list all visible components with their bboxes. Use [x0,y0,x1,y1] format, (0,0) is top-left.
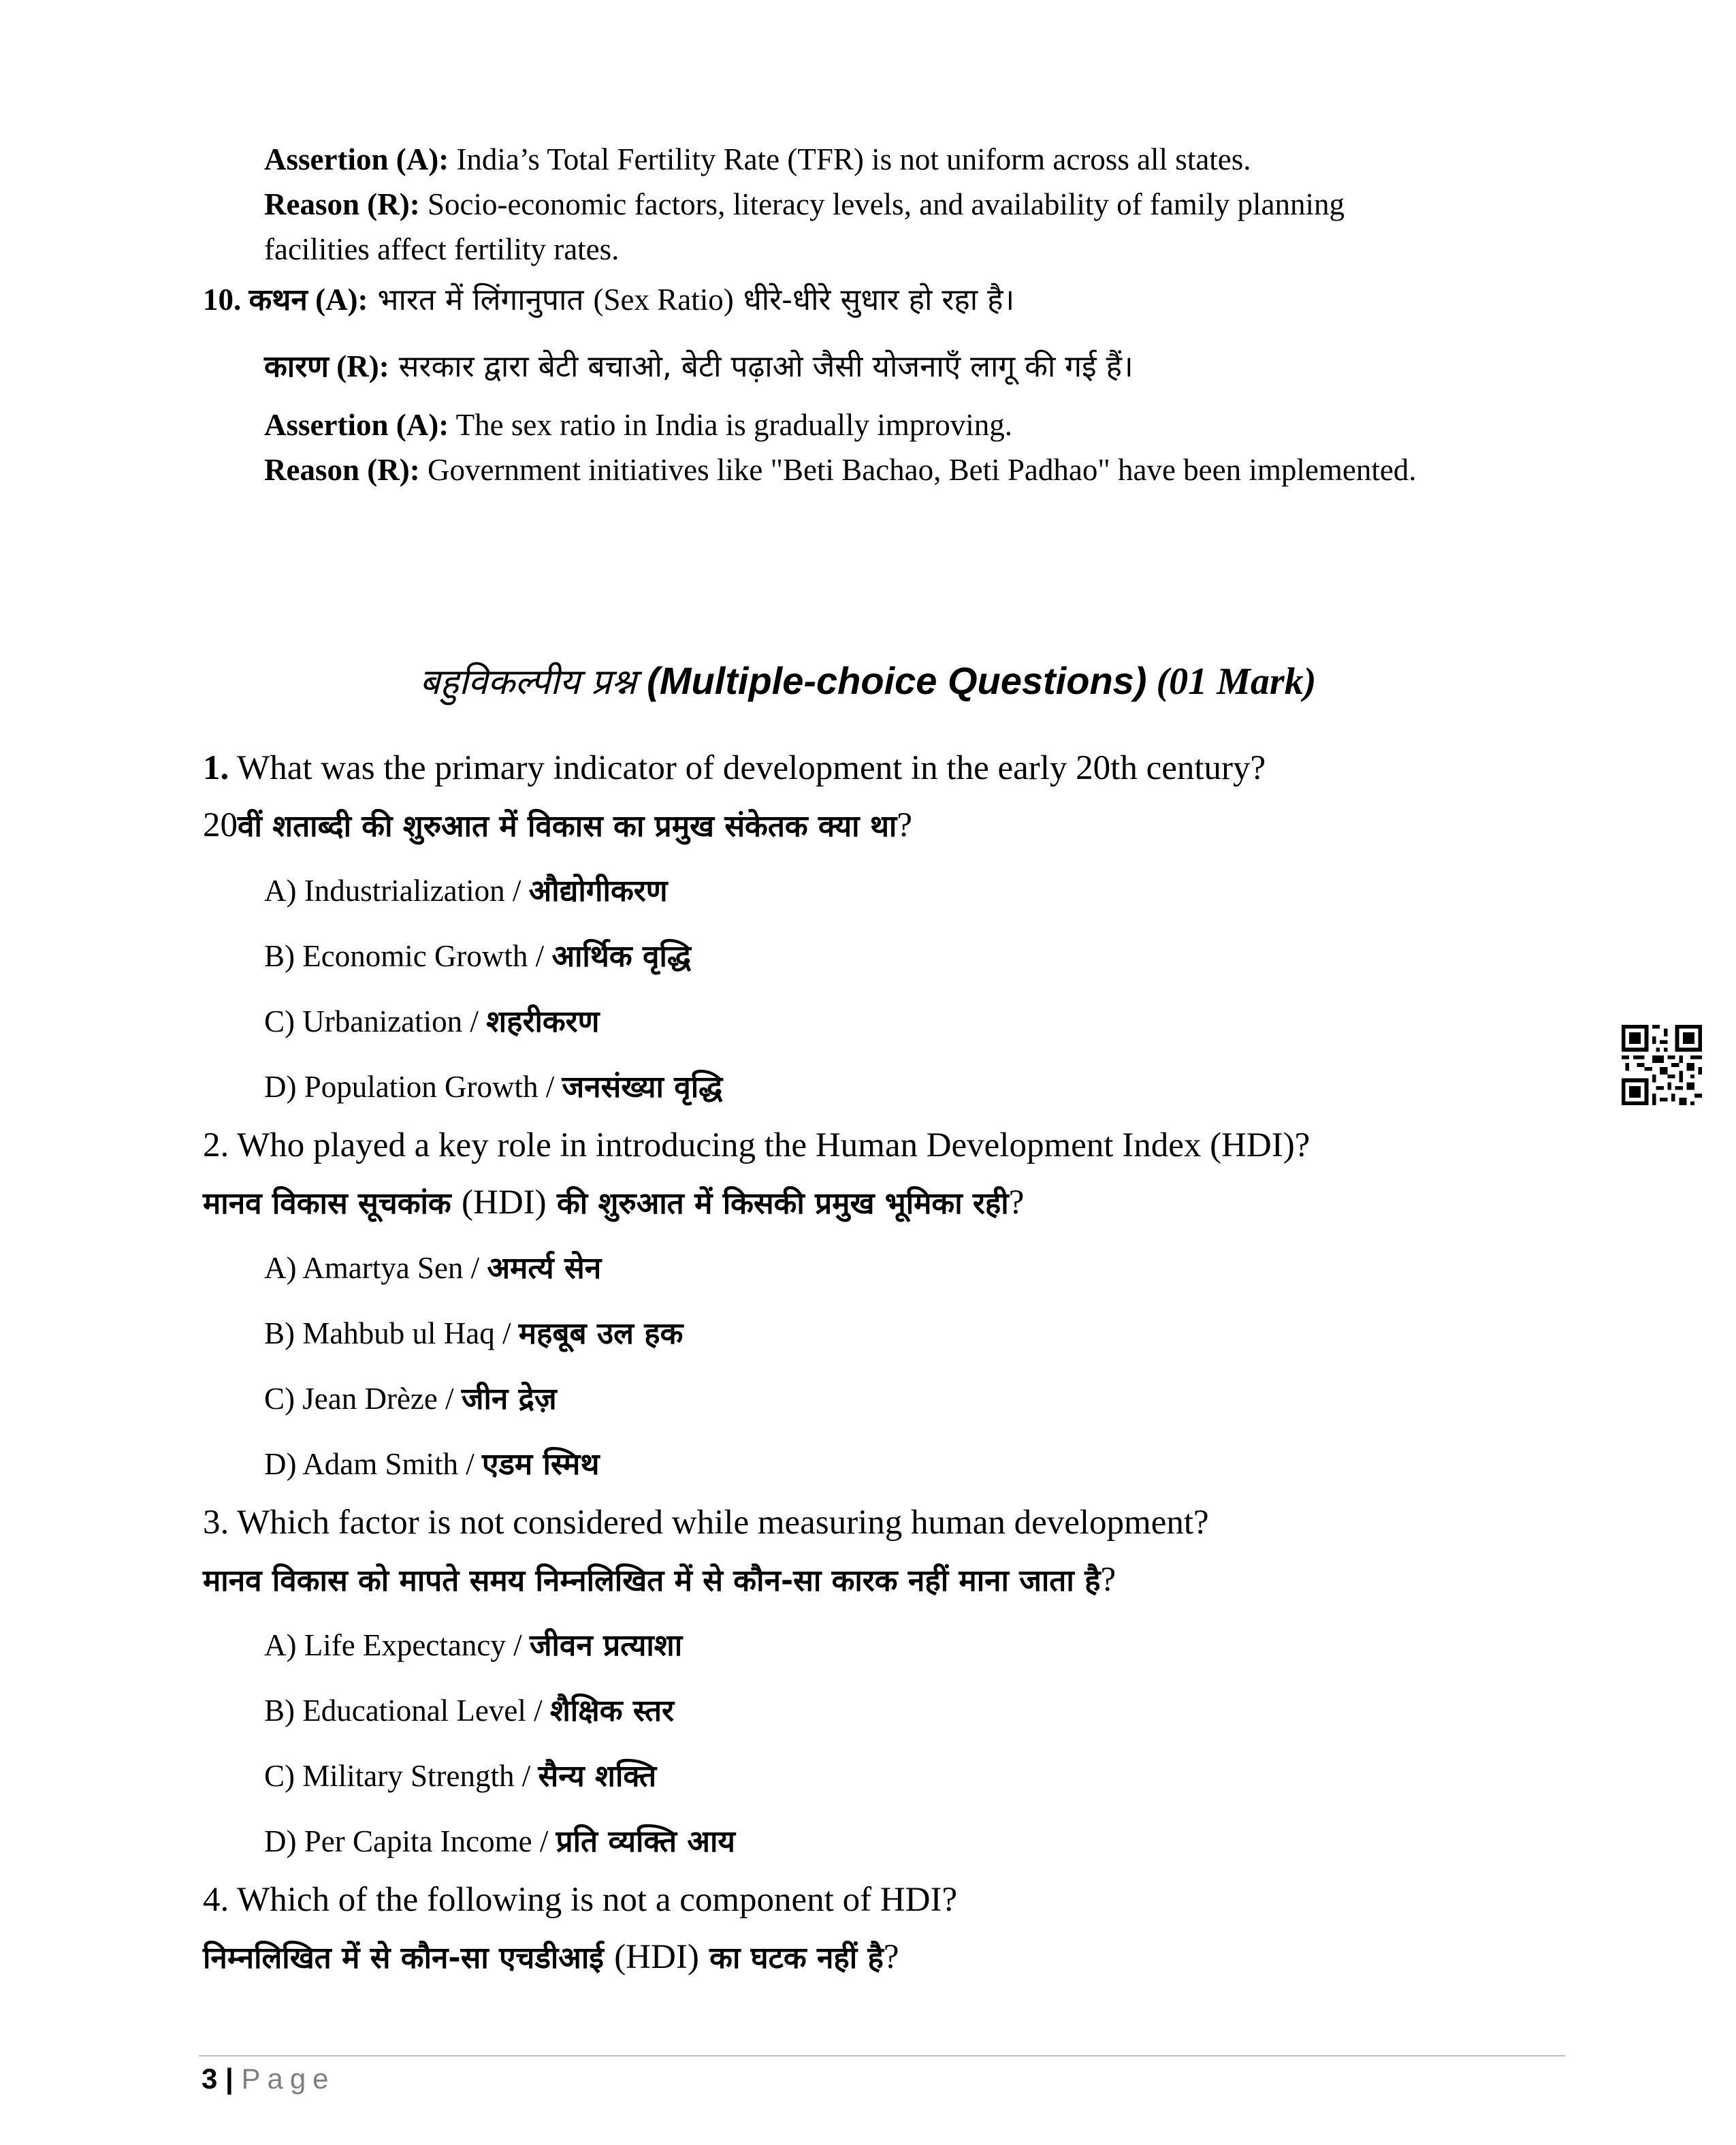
q2-hi-prefix: मानव विकास सूचकांक [203,1186,462,1221]
q1-option-b-hi: आर्थिक वृद्धि [551,939,692,974]
q1-en-line [203,744,1266,792]
q3-option-a-en: A) Life Expectancy / [264,1628,530,1662]
q2-option-a [264,1248,601,1289]
page-label: Page [241,2063,336,2095]
q1-option-b-en: B) Economic Growth / [264,939,552,973]
q3-option-b [264,1690,674,1732]
q2-option-b [264,1313,683,1354]
q10-hi-assertion-en: (Sex Ratio) [593,283,734,317]
q2-option-a-en: A) Amartya Sen / [264,1251,487,1285]
q10-assertion-text: The sex ratio in India is gradually improving. [449,408,1012,442]
q1-option-d-en: D) Population Growth / [264,1070,562,1104]
section-heading [0,654,1736,710]
q9-reason-line [264,184,1345,225]
q3-option-d-en: D) Per Capita Income / [264,1824,556,1858]
q2-hi-mid-en: (HDI) [462,1183,547,1222]
q2-option-c-hi: जीन द्रेज़ [461,1382,557,1416]
q2-option-a-hi: अमर्त्य सेन [487,1251,602,1286]
q3-hi-text: मानव विकास को मापते समय निम्नलिखित में से कौन-सा कारक नहीं माना जाता है [203,1563,1101,1598]
q1-option-c [264,1001,599,1043]
q10-assertion-label: Assertion (A): [264,408,449,442]
q4-hi-suffix: ? [883,1938,899,1976]
q3-option-a-hi: जीवन प्रत्याशा [529,1628,683,1663]
q2-en-text: Who played a key role in introducing the Human Development Index (HDI)? [229,1126,1311,1164]
q3-option-b-hi: शैक्षिक स्तर [549,1694,675,1728]
q3-option-c-en: C) Military Strength / [264,1759,539,1793]
q10-hi-assertion-label: कथन [248,283,308,317]
page-footer [202,2060,336,2098]
q4-hi-mid-en: (HDI) [614,1938,699,1976]
q1-option-a-en: A) Industrialization / [264,874,529,908]
q2-hi-line [203,1179,1024,1228]
q3-hi-suffix: ? [1100,1561,1116,1599]
q1-number: 1. [203,749,229,787]
q4-hi-text: का घटक नहीं है [698,1941,884,1975]
q2-hi-text: की शुरुआत में किसकी प्रमुख भूमिका रही [546,1186,1009,1221]
q2-option-d-hi: एडम स्मिथ [482,1447,600,1482]
q9-reason-line-2 [264,229,619,270]
page-separator: | [217,2063,242,2095]
q3-option-a [264,1625,682,1666]
q1-option-a-hi: औद्योगीकरण [528,874,668,908]
q4-en-text: Which of the following is not a component of HDI? [229,1881,958,1919]
q1-option-c-hi: शहरीकरण [486,1004,600,1039]
q10-hi-assertion-text-1: भारत में लिंगानुपात [368,283,594,317]
q10-hi-assertion-text-2: धीरे-धीरे सुधार हो रहा है। [733,283,1015,317]
q10-number: 10. [203,283,242,317]
q9-reason-label: Reason (R): [264,187,420,221]
q10-hi-assertion-line [203,279,1014,321]
q4-en-line [203,1876,957,1924]
q1-hi-suffix: ? [897,806,912,844]
section-hi-title: बहुविकल्पीय प्रश्न [419,662,637,703]
q10-reason-text: Government initiatives like "Beti Bachao, Beti Padhao" have been implemented. [419,453,1417,487]
q2-option-d [264,1444,599,1485]
q10-reason-line [264,449,1417,490]
q10-reason-label: Reason (R): [264,453,420,487]
q2-option-c-en: C) Jean Drèze / [264,1382,462,1416]
q1-hi-text: वीं शताब्दी की शुरुआत में विकास का प्रमुख संकेतक क्या था [238,809,897,844]
qr-code-icon[interactable] [1622,1025,1702,1105]
q2-option-d-en: D) Adam Smith / [264,1447,483,1481]
q4-hi-prefix: निम्नलिखित में से कौन-सा एचडीआई [203,1941,615,1975]
q9-reason-text-2: facilities affect fertility rates. [264,232,620,266]
footer-divider [199,2055,1565,2056]
q1-hi-prefix: 20 [203,806,238,844]
q2-hi-suffix: ? [1008,1183,1025,1222]
q9-assertion-line [264,139,1251,180]
q1-en-text: What was the primary indicator of development in the early 20th century? [229,749,1266,787]
q1-option-d [264,1066,722,1108]
q9-reason-text: Socio-economic factors, literacy levels, and availability of family planning [419,187,1345,221]
q2-option-b-en: B) Mahbub ul Haq / [264,1316,519,1350]
q9-assertion-label: Assertion (A): [264,142,449,176]
section-marks: (01 Mark) [1146,661,1317,703]
q2-option-b-hi: महबूब उल हक [518,1316,684,1351]
q1-hi-line [203,801,912,851]
q2-number: 2. [203,1126,229,1164]
q1-option-a [264,870,668,912]
q1-option-d-hi: जनसंख्या वृद्धि [562,1070,723,1105]
q10-hi-reason-label: कारण [264,349,329,384]
q3-option-d [264,1821,735,1862]
q3-option-b-en: B) Educational Level / [264,1694,550,1728]
q10-assertion-line [264,404,1012,445]
page-number: 3 [202,2063,218,2095]
q9-assertion-text: India’s Total Fertility Rate (TFR) is not uniform across all states. [449,142,1251,176]
q3-en-line [203,1499,1209,1546]
q1-option-b [264,936,691,977]
q3-option-d-hi: प्रति व्यक्ति आय [556,1824,735,1859]
q2-en-line [203,1122,1310,1169]
q4-number: 4. [203,1881,229,1919]
q3-option-c-hi: सैन्य शक्ति [538,1759,657,1794]
q10-hi-reason-line [264,346,1134,387]
q2-option-c [264,1378,557,1420]
q10-hi-assertion-tag: (A): [307,283,368,317]
q3-hi-line [203,1556,1116,1605]
q3-en-text: Which factor is not considered while measuring human development? [229,1504,1209,1542]
q1-option-c-en: C) Urbanization / [264,1004,487,1038]
section-en-title: (Multiple-choice Questions) [636,659,1147,702]
q3-number: 3. [203,1504,229,1542]
q10-hi-reason-tag: (R): [329,349,389,383]
q4-hi-line [203,1933,899,1982]
q10-hi-reason-text: सरकार द्वारा बेटी बचाओ, बेटी पढ़ाओ जैसी योजनाएँ लागू की गई हैं। [389,349,1134,384]
q3-option-c [264,1755,656,1797]
